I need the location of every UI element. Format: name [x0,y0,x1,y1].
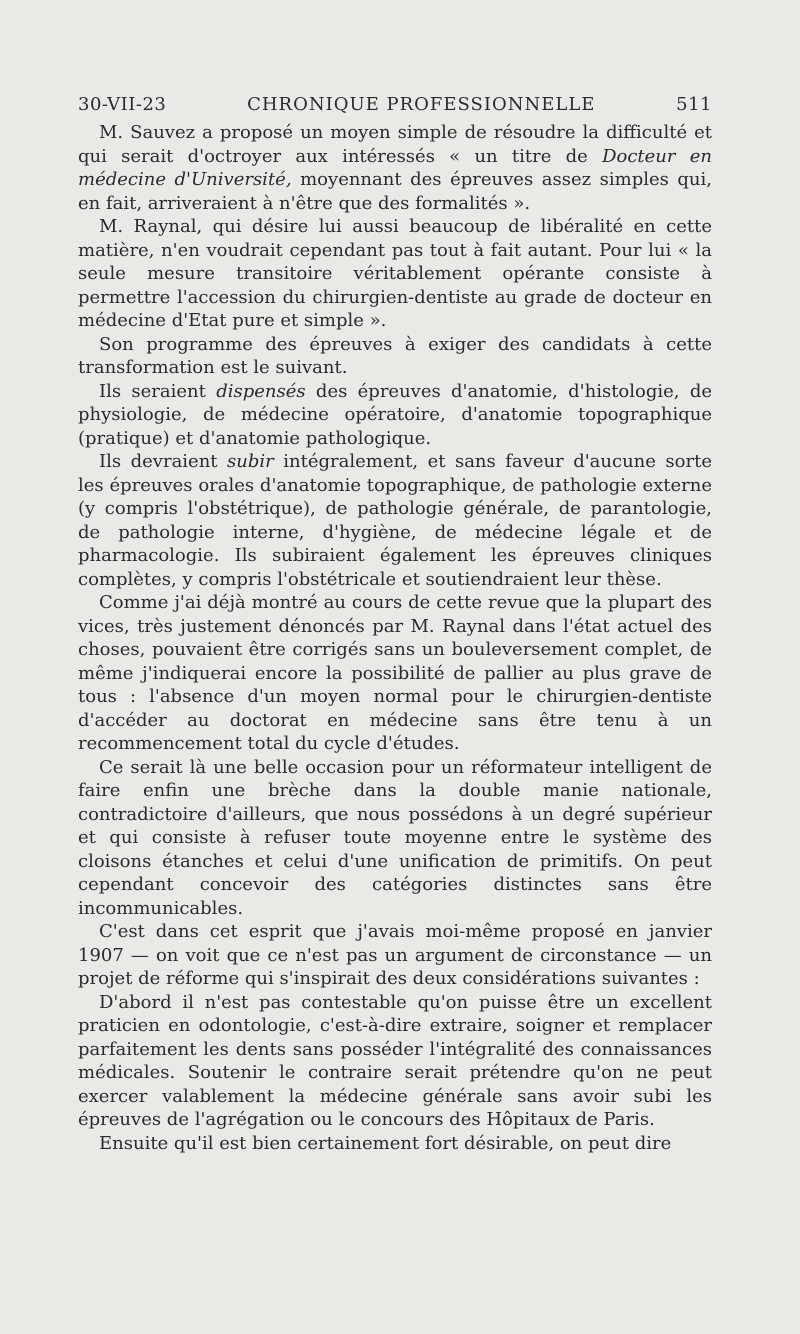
body-text [78,121,712,1155]
text-run: C'est dans cet esprit que j'avais moi-même proposé en janvier 1907 — on voit que ce n'est pas un argument de circonstance — un projet de réforme qui s'inspirait des deux considérations suivantes : [78,921,712,989]
paragraph [78,756,712,921]
paragraph [78,215,712,333]
italic-text: dispensés [216,380,306,402]
paragraph [78,333,712,380]
text-run: moyennant des épreuves assez simples qui, en fait, arriveraient à n'être que des formalités ». [78,169,713,214]
paragraph [78,1132,712,1156]
paragraph [78,450,712,591]
text-run: Son programme des épreuves à exiger des candidats à cette transformation est le suivant. [78,333,712,378]
italic-text: subir [227,451,274,472]
text-run: M. Sauvez a proposé un moyen simple de résoudre la difficulté et qui serait d'octroyer aux intéressés « un titre de [78,122,712,167]
text-run: Ils devraient [99,451,228,472]
paragraph [78,991,712,1132]
paragraph [78,591,712,756]
text-run: des épreuves d'anatomie, d'histologie, de physiologie, de médecine opératoire, d'anatomie topographique (pratique) et d'anatomie pathologique. [78,380,712,449]
paragraph [78,121,712,215]
italic-text: Docteur en médecine d'Université, [78,145,712,190]
page-number: 511 [676,94,712,115]
text-run: Ce serait là une belle occasion pour un réformateur intelligent de faire enfin une brèche dans la double manie nationale, contradictoire d'ailleurs, que nous possédons à un degré supérieur et qui consiste à refuser toute moyenne entre le système des cloisons étanches et celui d'une unification de primitifs. On peut cependant concevoir des catégories distinctes sans être incommunicables. [78,756,712,919]
paragraph [78,380,712,451]
section-title: CHRONIQUE PROFESSIONNELLE [247,94,596,115]
text-run: Ils seraient [99,380,217,402]
paragraph [78,920,712,991]
issue-date: 30-VII-23 [78,94,167,115]
text-run: D'abord il n'est pas contestable qu'on puisse être un excellent praticien en odontologie, c'est-à-dire extraire, soigner et remplacer parfaitement les dents sans posséder l'intégralité des connaissances médicales. Soutenir le contraire serait prétendre qu'on ne peut exercer valablement la médecine générale sans avoir subi les épreuves de l'agrégation ou le concours des Hôpitaux de Paris. [78,991,712,1130]
text-run: Ensuite qu'il est bien certainement fort désirable, on peut dire [99,1132,672,1154]
document-page [78,94,712,1155]
text-run: M. Raynal, qui désire lui aussi beaucoup de libéralité en cette matière, n'en voudrait cependant pas tout à fait autant. Pour lui « la seule mesure transitoire véritablement opérante consiste à permettre l'accession du chirurgien-dentiste au grade de docteur en médecine d'Etat pure et simple ». [78,216,712,331]
text-run: intégralement, et sans faveur d'aucune sorte les épreuves orales d'anatomie topographique, de pathologie externe (y compris l'obstétrique), de pathologie générale, de parantologie, de pathologie interne, d'hygiène, de médecine légale et de pharmacologie. Ils subiraient également les épreuves cliniques complètes, y compris l'obstétricale et soutiendraient leur thèse. [78,451,712,590]
text-run: Comme j'ai déjà montré au cours de cette revue que la plupart des vices, très justement dénoncés par M. Raynal dans l'état actuel des choses, pouvaient être corrigés sans un bouleversement complet, de même j'indiquerai encore la possibilité de pallier au plus grave de tous : l'absence d'un moyen normal pour le chirurgien-dentiste d'accéder au doctorat en médecine sans être tenu à un recommencement total du cycle d'études. [78,592,712,754]
running-header [78,94,712,115]
